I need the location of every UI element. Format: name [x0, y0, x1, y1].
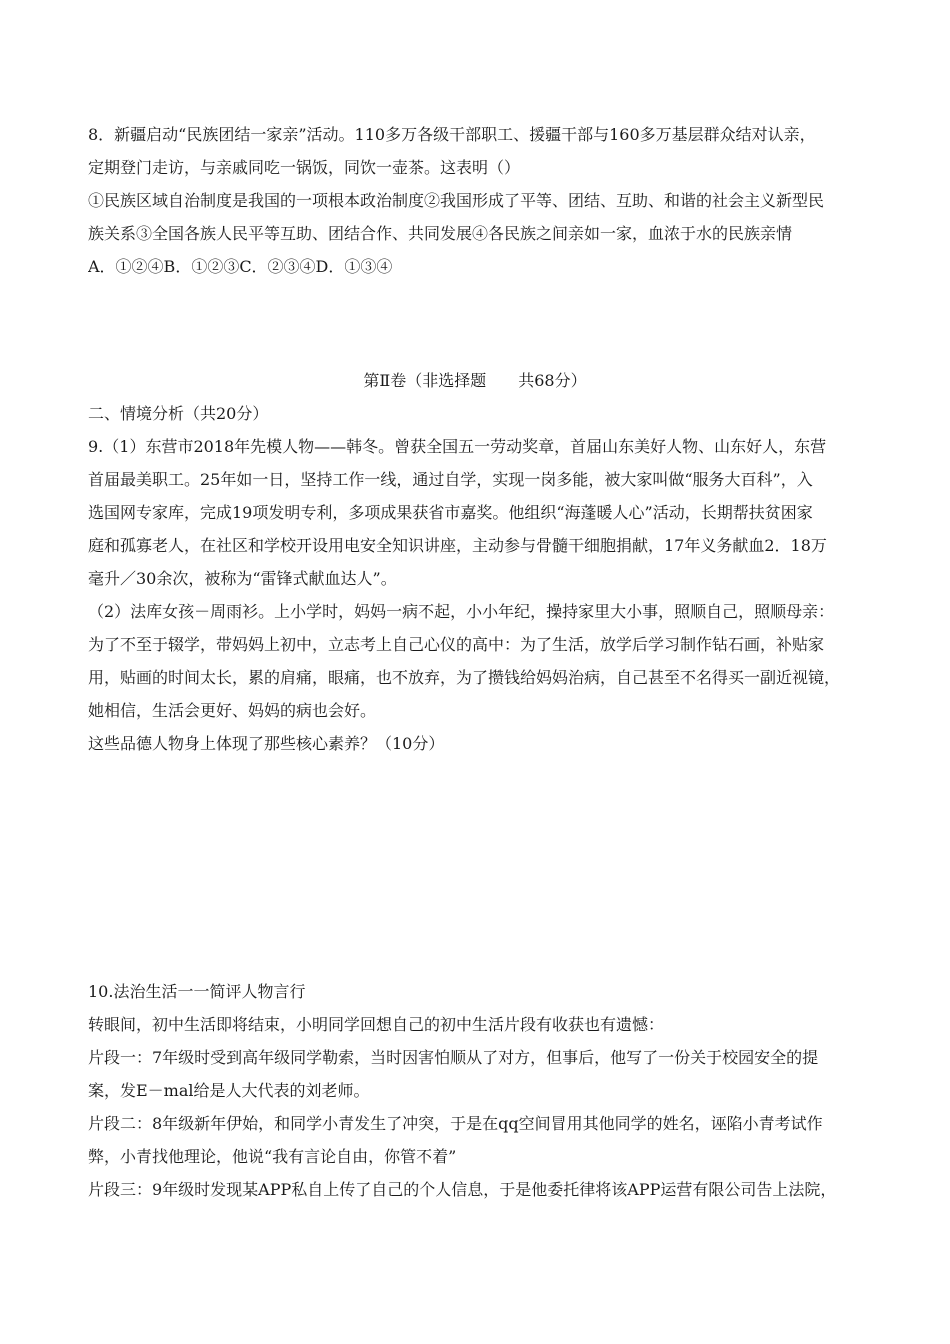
- section-2-subtitle: 二、情境分析（共20分）: [88, 404, 269, 423]
- question-10-line: 弊，小青找他理论，他说“我有言论自由，你管不着”: [88, 1147, 457, 1166]
- question-8-line: ①民族区域自治制度是我国的一项根本政治制度②我国形成了平等、团结、互助、和谐的社会主义新型民: [88, 191, 825, 210]
- question-9-line: 她相信，生活会更好、妈妈的病也会好。: [88, 701, 377, 720]
- question-9-line: 9.（1）东营市2018年先模人物——韩冬。曾获全国五一劳动奖章，首届山东美好人物、山东好人，东营: [88, 437, 827, 456]
- question-8-line: 族关系③全国各族人民平等互助、团结合作、共同发展④各民族之间亲如一家，血浓于水的民族亲情: [88, 224, 793, 243]
- question-9-prompt: 这些品德人物身上体现了那些核心素养？（10分）: [88, 734, 445, 753]
- question-8-options: A．①②④B．①②③C．②③④D．①③④: [88, 257, 393, 276]
- question-10-line: 片段一：7年级时受到高年级同学勒索，当时因害怕顺从了对方，但事后，他写了一份关于校园安全的提: [88, 1048, 819, 1067]
- question-10-line: 片段三：9年级时发现某APP私自上传了自己的个人信息，于是他委托律将该APP运营有限公司告上法院，: [88, 1180, 837, 1199]
- question-8-line: 定期登门走访，与亲戚同吃一锅饭，同饮一壶茶。这表明（）: [88, 158, 521, 177]
- question-9-line: 选国网专家库，完成19项发明专利，多项成果获省市嘉奖。他组织“海蓬暖人心”活动，长期帮扶贫困家: [88, 503, 813, 522]
- question-9-line: 首届最美职工。25年如一日，坚持工作一线，通过自学，实现一岗多能，被大家叫做“服务大百科”，入: [88, 470, 813, 489]
- question-9-line: 用，贴画的时间太长，累的肩痛，眼痛，也不放弃，为了攒钱给妈妈治病，自己甚至不名得买一副近视镜，: [88, 668, 841, 687]
- question-9-line: 庭和孤寡老人，在社区和学校开设用电安全知识讲座，主动参与骨髓干细胞捐献，17年义务献血2．18万: [88, 536, 827, 555]
- question-8-line: 8．新疆启动“民族团结一家亲”活动。110多万各级干部职工、援疆干部与160多万基层群众结对认亲，: [88, 125, 816, 144]
- question-9: [88, 430, 878, 760]
- question-10-title: 10.法治生活一一简评人物言行: [88, 982, 306, 1001]
- section-2-title: 第Ⅱ卷（非选择题 共68分）: [363, 371, 587, 390]
- question-10-line: 转眼间，初中生活即将结束，小明同学回想自己的初中生活片段有收获也有遗憾：: [88, 1015, 665, 1034]
- question-9-line: 为了不至于辍学，带妈妈上初中，立志考上自己心仪的高中：为了生活，放学后学习制作钻石画，补贴家: [88, 635, 825, 654]
- question-10-line: 案，发E－mal给是人大代表的刘老师。: [88, 1081, 370, 1100]
- question-9-line: 毫升／30余次，被称为“雷锋式献血达人”。: [88, 569, 397, 588]
- question-8: [88, 118, 878, 283]
- question-10-line: 片段二：8年级新年伊始，和同学小青发生了冲突，于是在qq空间冒用其他同学的姓名，诬陷小青考试作: [88, 1114, 823, 1133]
- question-9-line: （2）法库女孩－周雨衫。上小学时，妈妈一病不起，小小年纪，操持家里大小事，照顺自己，照顺母亲：: [88, 602, 835, 621]
- question-10: [88, 975, 878, 1206]
